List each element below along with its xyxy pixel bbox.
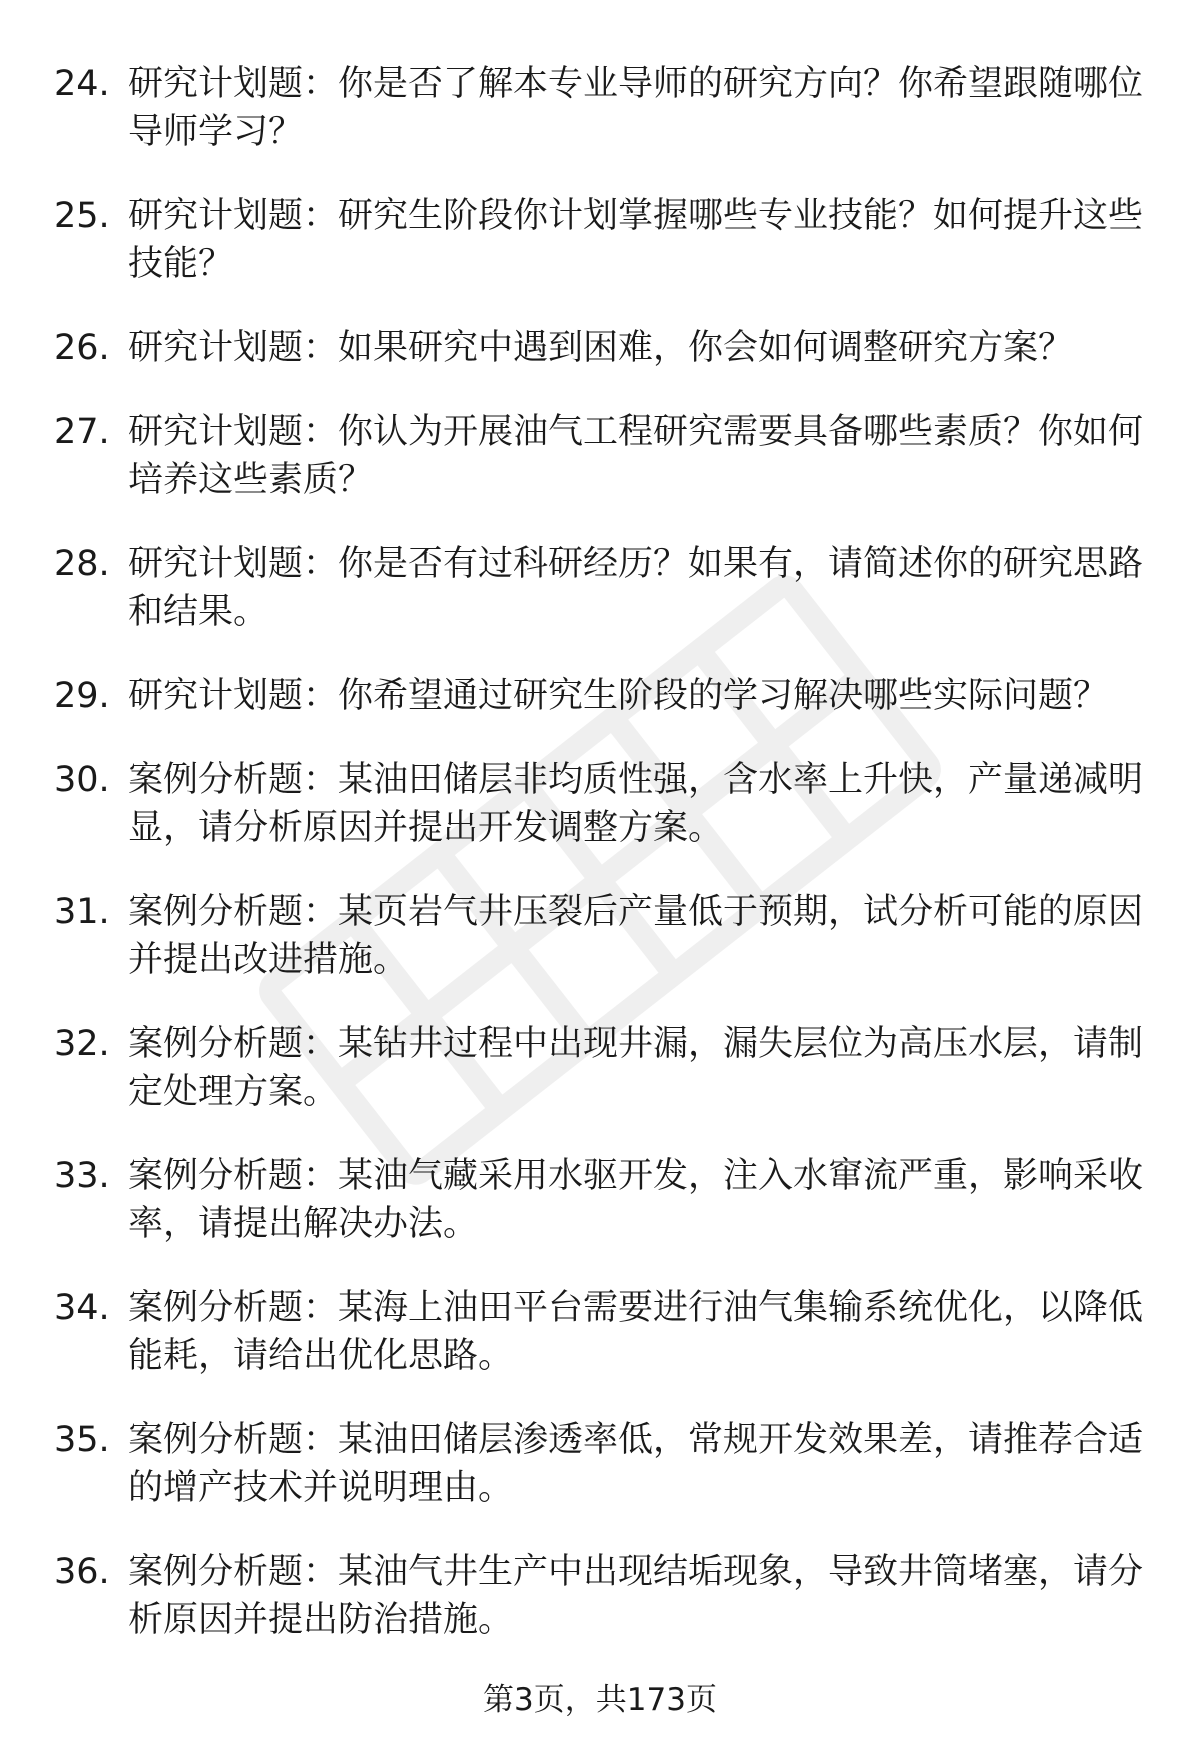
list-item	[54, 672, 1144, 720]
list-item	[54, 1416, 1144, 1512]
question-text: 研究计划题：你是否了解本专业导师的研究方向？你希望跟随哪位导师学习？	[128, 64, 1144, 152]
question-text: 案例分析题：某页岩气井压裂后产量低于预期，试分析可能的原因并提出改进措施。	[128, 892, 1144, 980]
question-text: 研究计划题：你认为开展油气工程研究需要具备哪些素质？你如何培养这些素质？	[128, 412, 1144, 500]
question-number: 34.	[54, 1288, 110, 1328]
question-number: 33.	[54, 1156, 110, 1196]
page-number-footer: 第3页，共173页	[483, 1682, 717, 1718]
question-number: 25.	[54, 196, 110, 236]
list-item	[54, 1548, 1144, 1644]
question-text: 案例分析题：某油田储层渗透率低，常规开发效果差，请推荐合适的增产技术并说明理由。	[128, 1420, 1144, 1508]
question-number: 24.	[54, 64, 110, 104]
list-item	[54, 540, 1144, 636]
question-text: 研究计划题：你是否有过科研经历？如果有，请简述你的研究思路和结果。	[128, 544, 1144, 632]
question-number: 27.	[54, 412, 110, 452]
list-item	[54, 756, 1144, 852]
list-item	[54, 888, 1144, 984]
list-item	[54, 1020, 1144, 1116]
list-item	[54, 324, 1144, 372]
list-item	[54, 1152, 1144, 1248]
question-number: 36.	[54, 1552, 110, 1592]
list-item	[54, 192, 1144, 288]
question-number: 30.	[54, 760, 110, 800]
list-item	[54, 1284, 1144, 1380]
question-text: 研究计划题：你希望通过研究生阶段的学习解决哪些实际问题？	[128, 676, 1109, 716]
question-text: 案例分析题：某油气藏采用水驱开发，注入水窜流严重，影响采收率，请提出解决办法。	[128, 1156, 1144, 1244]
question-text: 研究计划题：如果研究中遇到困难，你会如何调整研究方案？	[128, 328, 1074, 368]
question-text: 案例分析题：某海上油田平台需要进行油气集输系统优化，以降低能耗，请给出优化思路。	[128, 1288, 1144, 1376]
question-number: 31.	[54, 892, 110, 932]
question-text: 案例分析题：某油田储层非均质性强，含水率上升快，产量递减明显，请分析原因并提出开发调整方案。	[128, 760, 1144, 848]
question-text: 案例分析题：某油气井生产中出现结垢现象，导致井筒堵塞，请分析原因并提出防治措施。	[128, 1552, 1144, 1640]
question-list	[54, 60, 1144, 1680]
question-number: 26.	[54, 328, 110, 368]
question-number: 35.	[54, 1420, 110, 1460]
list-item	[54, 60, 1144, 156]
list-item	[54, 408, 1144, 504]
question-text: 研究计划题：研究生阶段你计划掌握哪些专业技能？如何提升这些技能？	[128, 196, 1144, 284]
question-number: 32.	[54, 1024, 110, 1064]
question-number: 29.	[54, 676, 110, 716]
question-number: 28.	[54, 544, 110, 584]
question-text: 案例分析题：某钻井过程中出现井漏，漏失层位为高压水层，请制定处理方案。	[128, 1024, 1144, 1112]
